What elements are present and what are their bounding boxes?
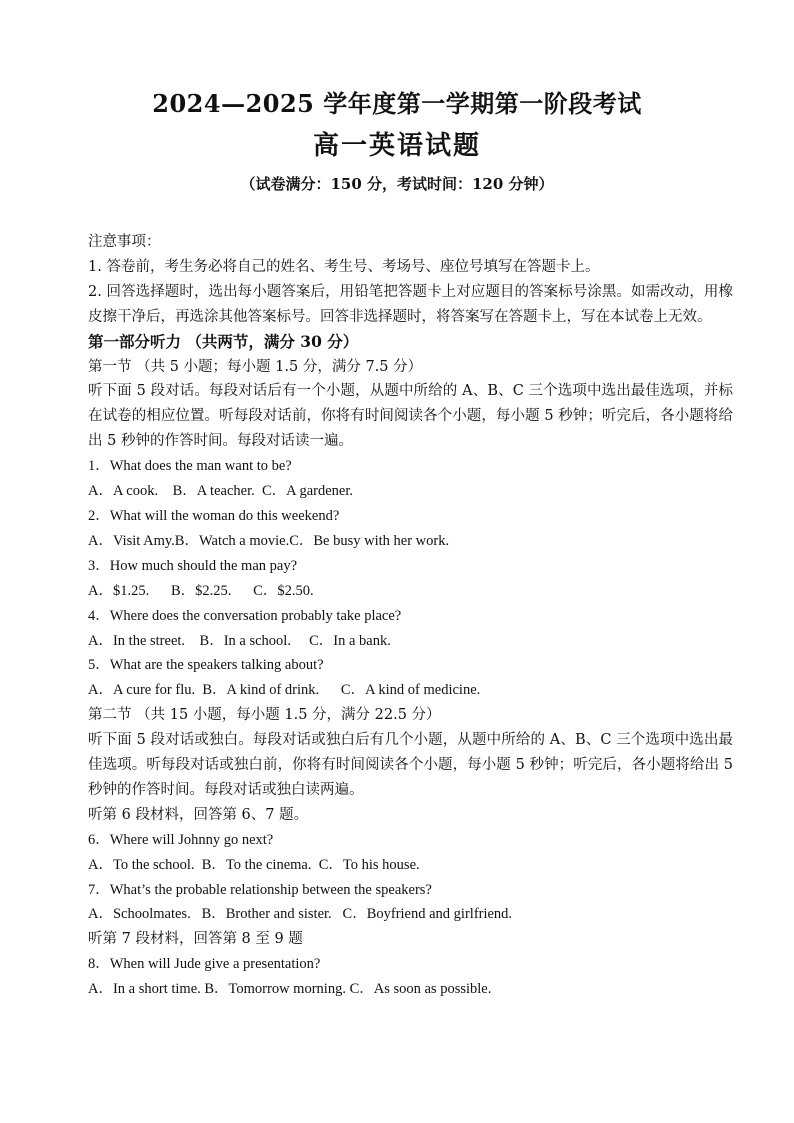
question-stem: 6．Where will Johnny go next?	[88, 831, 274, 848]
question-stem: 1．What does the man want to be?	[88, 458, 292, 475]
notes-heading: 注意事项：	[88, 234, 161, 250]
question-options: A．A cure for flu. B．A kind of drink. C．A kind of medicine.	[88, 682, 481, 699]
question-options: A．$1.25. B．$2.25. C．$2.50.	[88, 582, 314, 599]
material-6-note: 听第 6 段材料，回答第 6、7 题。	[88, 806, 309, 823]
part1-title: 第一部分听力 （共两节，满分 30 分）	[88, 331, 359, 351]
material-7-note: 听第 7 段材料，回答第 8 至 9 题	[88, 931, 303, 948]
question-options: A．In a short time. B．Tomorrow morning. C．As soon as possible.	[88, 981, 492, 998]
question-options: A．Schoolmates. B．Brother and sister. C．Boyfriend and girlfriend.	[88, 906, 513, 923]
question-options: A．In the street. B．In a school. C．In a bank.	[88, 632, 391, 649]
note-item-1: 1. 答卷前，考生务必将自己的姓名、考生号、考场号、座位号填写在答题卡上。	[88, 258, 600, 275]
exam-body	[88, 230, 733, 1002]
question-options: A．A cook. B．A teacher. C．A gardener.	[88, 483, 353, 500]
section1-title: 第一节 （共 5 小题；每小题 1.5 分，满分 7.5 分）	[88, 358, 423, 375]
question-stem: 2．What will the woman do this weekend?	[88, 507, 340, 524]
question-stem: 8．When will Jude give a presentation?	[88, 956, 321, 973]
question-stem: 3．How much should the man pay?	[88, 557, 298, 574]
exam-title: 2024—2025 学年度第一学期第一阶段考试	[152, 89, 642, 118]
section2-title: 第二节 （共 15 小题，每小题 1.5 分，满分 22.5 分）	[88, 707, 441, 724]
section2-instructions: 听下面 5 段对话或独白。每段对话或独白后有几个小题，从题中所给的 A、B、C 三个选项中选出最佳选项。听每段对话或独白前，你将有时间阅读各个小题，每小题 5 秒钟；听完后，各小题将给出 5 秒钟的作答时间。每段对话或独白读两遍。	[88, 732, 733, 798]
section1-instructions: 听下面 5 段对话。每段对话后有一个小题，从题中所给的 A、B、C 三个选项中选出最佳选项，并标在试卷的相应位置。听每段对话前，你将有时间阅读各个小题，每小题 5 秒钟；听完后，各小题将给出 5 秒钟的作答时间。每段对话读一遍。	[88, 383, 733, 450]
question-stem: 7．What’s the probable relationship between the speakers?	[88, 881, 432, 898]
exam-subtitle: 高一英语试题	[312, 131, 481, 161]
exam-meta: （试卷满分：150 分，考试时间：120 分钟）	[240, 175, 554, 193]
question-options: A．To the school. B．To the cinema. C．To his house.	[88, 856, 420, 873]
question-stem: 5．What are the speakers talking about?	[88, 657, 324, 674]
question-stem: 4．Where does the conversation probably take place?	[88, 607, 402, 624]
note-item-2: 2. 回答选择题时，选出每小题答案后，用铅笔把答题卡上对应题目的答案标号涂黑。如需改动，用橡皮擦干净后，再选涂其他答案标号。回答非选择题时，将答案写在答题卡上，写在本试卷上无效。	[88, 283, 733, 325]
question-options: A．Visit Amy.B．Watch a movie.C．Be busy with her work.	[88, 532, 450, 549]
